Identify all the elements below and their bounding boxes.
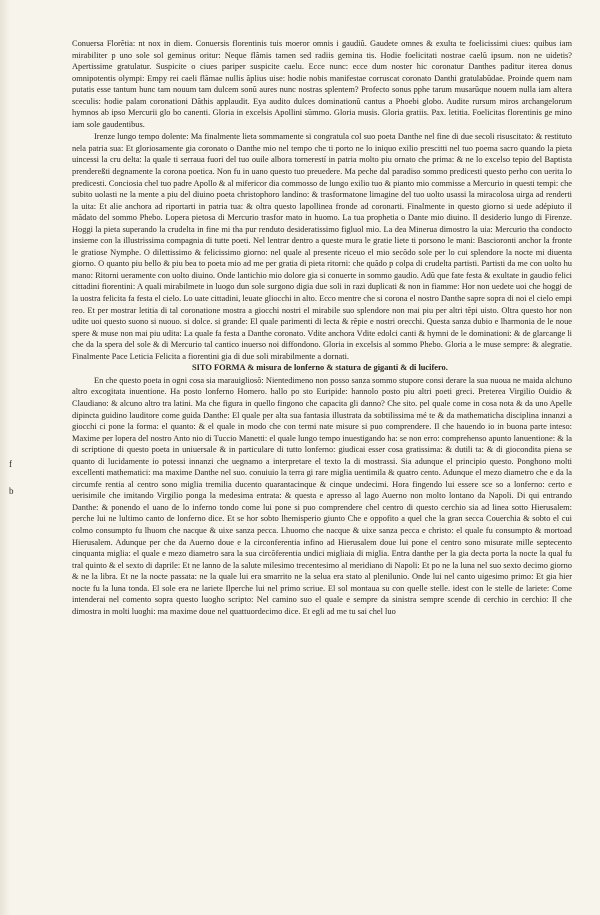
paragraph-incipit: Conuersa Florẽtia: nt nox in diem. Conuersis florentinis tuis moeror omnis i gaudiũ. Gaudete omnes & exulta te foelicissimi ciues: quibus iam mirabiliter p uno sole sol geminus oritur: Neque flãmis tamen sed radiis gemina tis. Hodie foelicitati nostrae caelũ ipsum. non ne uidetis? Apertissime gratulatur. Suspicite o ciues pariper suspicite caelu. Ecce nunc: ecce dum noster hic coronatur Danthes paditur iterea donus omnipotentis olympi: Empy rei caeli flãmae nullis ãplius uise: hodie nobis manifestae corruscat coronato Danthi gratulabũdae. Proinde quem nam putatis esse tantum hunc tam nouum tam dulcem sonũ aures nunc nostras splentem? Profecto sonus pphe tarum musarũque nouem nulla iam altera sceculis: hodie palam coronationi Dãthis applaudit. Eya audito dulces dominationũ cantus a Phoebi globo. Audite rursum miros archangelorum hymnos ab ipso Mercurii glo bo canenti. Gloria in excelsis Apollini sũmmo. Gloria musis. Gloria gratiis. Pax. letitia. Foelicitas florentinis ge mino iam sole gaudentibus. — [72, 39, 572, 129]
printer-signature-b: b — [9, 486, 14, 496]
binding-gutter-shadow — [0, 0, 10, 915]
printer-signature-f: f — [9, 459, 12, 469]
section-heading: SITO FORMA & misura de lonferno & statura de giganti & di lucifero. — [192, 363, 448, 373]
paragraph-firenze: Irenze lungo tempo dolente: Ma finalmente lieta sommamente si congratula col suo poeta Danthe nel fine di due secoli risuscitato: & restituto nela patria sua: Et gloriosamente gia coronato o Danthe mio nel tempo che ti porto ne lo iniquo exilio prescitti nel tuo poema sacro quando la pieta uincessi la cru delta: la quale ti serraua fuori del tuo ouile albora tornerestí in patria molto piu ornato che prima: & ne lo excelso tepio del Baptista prendereßti degnamente la corona poetica. Non fu in uano questo tuo preuedere. Ma peche dal paradiso sommo predicesti questo perho con uerita lo predicesti. Conciosia chel tuo padre Apollo & al mifericor dia commosso de lungo exilio tuo & pianto mio commisse a Mercurio in questi tempi: che subito uolasti ne la mente a piu del diuino poeta christophoro landino: & trasformatone limagine del tuo uolto usassi la miracolosa uirga ad renderti la uita: Et alie anchora ad riportarti in patria tua: & oltra questo lapollinea fronde ad coronarti. Finalmente in questo giorno si uede adépiuto il mãdato del sommo Phebo. Lopera pietosa di Mercurio trasfor mato in huomo. La tua prophetia o Dante mio diuino. Il desiderio lungo di Firenze. Hoggi la pieta superando la crudelta in fine mi tha pur renduto desideratissimo figluol mio. La dea Minerua dimostro la uia: Mercurio tha condocto insieme con la illustrissima compagnia di tutte poeti. Nel lentrar dentro a queste mura le gratie liete ti porsono le mani: Bascioronti anchor la fronte le gratiose Nymphe. O dilettissimo & felicissimo giorno: nel quale al presente riceuo el mio secõdo sole per lo cui splendore la nocte mi diuenta giorno. O quanto piu bello & piu bea to poeta mio ad me per gratia di pieta ritorni: che quãdo p colpa di crudelta partisti. Partisti da me con uolto hu mano: Ritorni ueramente con uolto diuino. Onde lantichio mio dolore gia si conuerte in sommo gaudio. Adũ que fate festa & exultate in gaudio felici cittadini fiorentini: A quali mirabilmete in luogo dun sole surgono digia due soli in razi duplicati & non in fiamme: Hor non uedete uoi che hoggi de la uostra felicita fa festa el cielo. Lo uate cittadini, leuate gliocchi in alto. Ecco mentre che si corona el nostro Danthe sapre sopra di noi el cielo empi reo. Et per mostrar letitia di tal coronatione mostra a giocchi nostri el mirabile suo splendore non mai piu per altri tẽpi uisto. Oltra questo hor non udite uoi questo suono si nuouo. si dolce. si grande: El quale parimenti di lecta & rẽpie e nostri orecchi. Questa sanza dubio e lharmonia de le noue spere & muse non mai piu udita: La quale fa festa a Danthe coronato. Vdite anchora Vdite edolci canti & hymni de le dominationi: & de glarcange li che da la spera del sole & di Mercurio tal cantico inuerso noi diffondono. Gloria in excelsis al sommo Phebo. Gloria a le muse sempre: & alegratie. Finalmente Pace Leticia Felicita a fiorentini gia di due soli mirabilmente a dornati. — [72, 132, 572, 361]
text-block — [72, 38, 572, 870]
paragraph-inferno-site: En che questo poeta in ogni cosa sia marauigliosõ: Nientedimeno non posso sanza sommo stupore consi derare la sua nuoua ne maida alchuno altro excogitata inuentione. Ha posto lonferno Homero. hallo po sto Euripide: hannolo posto piu altri poeti greci. Preterea Virgilio Ouidio & Claudiano: & alcuno altro tra latini. Ma che figura in quello fingono che capacita gli danno? Che sito. pel quale come in cosa nota & da uno Apelle dipincta guidino lauditore come guida Danthe: El quale per alta sua fantasia illustrata da sobtilissima mé te & da mathematicha disciplina innanzi a giocchi ci pone la forma: el quanto: & el quale in modo che con termi nate misure si puo comprendere. Il che hauendo io in buona parte inteso: Maxime per lopera del nostro Anto nio di Tuccio Manetti: el quale lungo tempo inuestigando ha: se non erro: comprehenso apunto lanuentione: & la di scriptione di questo poeta in uniuersale & in particulare di tutto lonferno: giudicai esser cosa gratissima: & dutili ta: & di giocondita piena se quanto di lucidamente io potessi innanzi che uegnamo a interpretare el texto la di mostrassi. Sia adunque el principio questo. Ponghono molti excellenti mathematici: ma maxime Danthe nel suo. conuiuio la terra gi rare miglia uentimila & quatro cento. Adunque el mezo diametro che e da la circumfe rentia al centro sono miglia tremilia ducento quarantacinque & cinque undecimi. Hora fingendo lui essere sce so a lonferno: certo e uerisimile che imitando Virgilio ponga la medesima entrata: & questa e apresso al lago Auerno non molto lontano da Napoli. Di qui entrando Danthe: & ponendo el uano de lo inferno tondo come lui pone si puo comprendere chel centro di questo cerchio sia ad linea sotto Hierusalem: perche lui ne lultimo canto de lonferno dice. Et se hor sobto lhemisperio giunto Che e oppofito a quel che la gran secca Couerchia & sobto el cui colmo consumpto fu lhuom che nacque & uixe sanza pecca. Lhuomo che nacque & uixe sanza pecca e christo: el quale fu consumpto & mortoad Hierusalem. Adunque per che da Auerno doue e la circonferentia infino ad Hierusalem doue lui pone el centro sono misurate mille septecento cinquanta miglia: el quale e mezo diametro sara la sua circõferentia undici migliaia di miglia. Entra danthe per la gia decta porta la nocte la qual fu tral quinto & el sexto di daprile: Et ne lanno de la salute milesimo trecentesimo al meridiano di Napoli: Et po ne la luna nel suo sexto decimo giorno & ne la libra. Et ne la nocte passata: ne la quale lui era smarrito ne la selua era stato al plenilunio. Onde lui nel canto uigesimo primo: Et gia hier nocte fu la luna tonda. El sole era ne lariete Ilperche lui nel primo scriue. El sol montaua su con quelle stelle. idest con le stelle de lariete: Come intenderai nel comento sopra questo luogho scripto: Nel camino suo el quale e sempre da sinistra sempre scende di cerchio in cerchio: Il che dimostra in molti luoghi: ma maxime doue nel quattuordecimo dice. Et egli ad me tu sai chel luo — [72, 375, 572, 616]
